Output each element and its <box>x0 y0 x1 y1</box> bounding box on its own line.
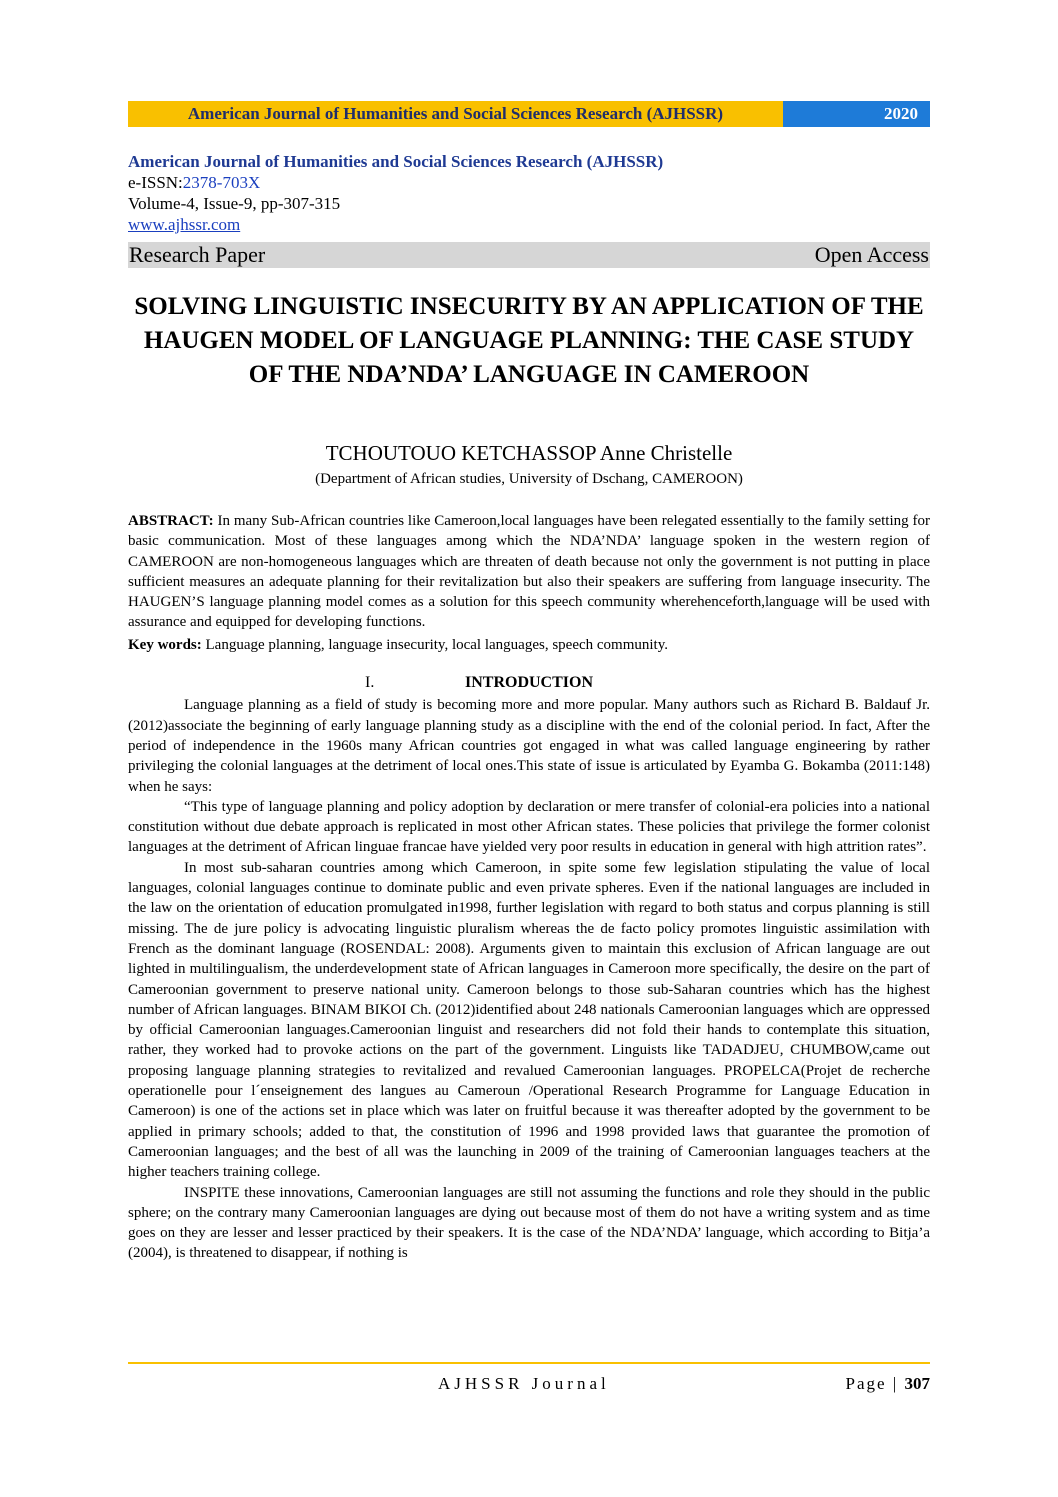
section-number: I. <box>364 674 375 692</box>
paragraph: INSPITE these innovations, Cameroonian languages are still not assuming the functions and role they should in the public sphere; on the contrary many Cameroonian languages are dying out because most of them do not have a writing system and as time goes on they are lesser and lesser practiced by their speakers. It is the case of the NDA’NDA’ language, which according to Bitja’a (2004), is threatened to disappear, if nothing is <box>128 1184 930 1262</box>
journal-meta <box>128 151 930 235</box>
section-title: INTRODUCTION <box>464 674 593 692</box>
abstract-label: ABSTRACT: <box>128 513 214 529</box>
running-header <box>128 101 930 127</box>
block-quote: “This type of language planning and policy adoption by declaration or mere transfer of colonial-era policies into a national constitution without due debate approach is replicated in most other African states. These policies that privilege the former colonist languages at the detriment of African linguae francae have yielded very poor results in education in general with high attrition rates”. <box>128 798 930 856</box>
paper-type: Research Paper <box>129 242 266 267</box>
keywords <box>128 635 930 655</box>
section-heading <box>128 673 930 693</box>
keywords-label: Key words: <box>128 636 202 653</box>
website-link[interactable]: www.ajhssr.com <box>128 215 241 234</box>
footer-journal: AJHSSR Journal <box>438 1374 610 1393</box>
running-header-journal: American Journal of Humanities and Social Sciences Research (AJHSSR) <box>128 101 783 127</box>
keywords-text: Language planning, language insecurity, local languages, speech community. <box>201 636 668 653</box>
issn-label: e-ISSN: <box>128 173 183 192</box>
paper-title: SOLVING LINGUISTIC INSECURITY BY AN APPLICATION OF THE HAUGEN MODEL OF LANGUAGE PLANNING: THE CASE STUDY OF THE NDA’NDA’ LANGUAGE IN CAMEROON <box>134 293 924 388</box>
paper-body <box>128 511 930 1264</box>
issn-value: 2378-703X <box>182 173 261 192</box>
footer-rule <box>128 1362 930 1364</box>
author-affiliation: (Department of African studies, University of Dschang, CAMEROON) <box>315 471 743 487</box>
footer-page-number: 307 <box>904 1374 930 1393</box>
footer-page <box>846 1374 930 1394</box>
running-header-year: 2020 <box>783 101 930 127</box>
journal-name: American Journal of Humanities and Social Sciences Research (AJHSSR) <box>128 152 664 171</box>
abstract-text: In many Sub-African countries like Cameroon,local languages have been relegated essentially to the family setting for basic communication. Most of these languages among which the NDA’NDA’ language spoken in the western region of CAMEROON are non-homogeneous languages which are threaten of death because not only the government is not putting in place sufficient measures an adequate planning for their revitalization but also their speakers are suffering from language insecurity. The HAUGEN’S language planning model comes as a solution for this speech community wherehenceforth,language will be used with assurance and equipped for developing functions. <box>128 513 930 631</box>
paragraph: Language planning as a field of study is becoming more and more popular. Many authors such as Richard B. Baldauf Jr. (2012)associate the beginning of early language planning study as a discipline with the end of the colonial period. In fact, After the period of independence in the 1960s many African countries got engaged in what was called language engineering by rather privileging the colonial languages at the detriment of local ones.This state of issue is articulated by Eyamba G. Bokamba (2011:148) when he says: <box>128 697 930 795</box>
paper-type-bar <box>128 242 930 268</box>
access-label: Open Access <box>814 242 929 267</box>
paragraph: In most sub-saharan countries among which Cameroon, in spite some few legislation stipulating the value of local languages, colonial languages continue to dominate public and even private spheres. Even if the national languages are included in the law on the orientation of education promulgated in1998, further legislation with regard to both status and corpus planning is still missing. The de jure policy is advocating linguistic pluralism whereas the de facto policy promotes linguistic assimilation with French as the dominant language (ROSENDAL: 2008). Arguments given to maintain this exclusion of African language are out lighted in multilingualism, the underdevelopment state of African languages in Cameroon more specifically, the desire on the part of Cameroonian government to preserve national unity. Cameroon belongs to those sub-Saharan countries which has the highest number of African languages. BINAM BIKOI Ch. (2012)identified about 248 nationals Cameroonian languages which are oppressed by official Cameroonian languages.Cameroonian linguist and researchers did not fold their hands to contemplate this situation, rather, they worked had to provoke actions on the part of the government. Linguists like TADADJEU, CHUMBOW,came out proposing language planning strategies to revitalized and revalued Cameroonian languages. PROPELCA(Projet de recherche operationelle pour l´enseignement des langues au Cameroun /Operational Research Programme for Language Education in Cameroon) is one of the actions set in place which was later on fruitful because it was thereafter adopted by the government to be applied in primary schools; added to that, the constitution of 1996 and 1998 provided laws that guarantee the promotion of Cameroonian languages; and the best of all was the launching in 2009 of the training of Cameroonian languages teachers at the higher teachers training college. <box>128 859 930 1181</box>
footer-page-label: Page | <box>845 1374 905 1393</box>
issn-line <box>128 172 930 193</box>
volume-line: Volume-4, Issue-9, pp-307-315 <box>128 194 341 213</box>
author-name: TCHOUTOUO KETCHASSOP Anne Christelle <box>325 441 733 465</box>
abstract <box>128 511 930 633</box>
